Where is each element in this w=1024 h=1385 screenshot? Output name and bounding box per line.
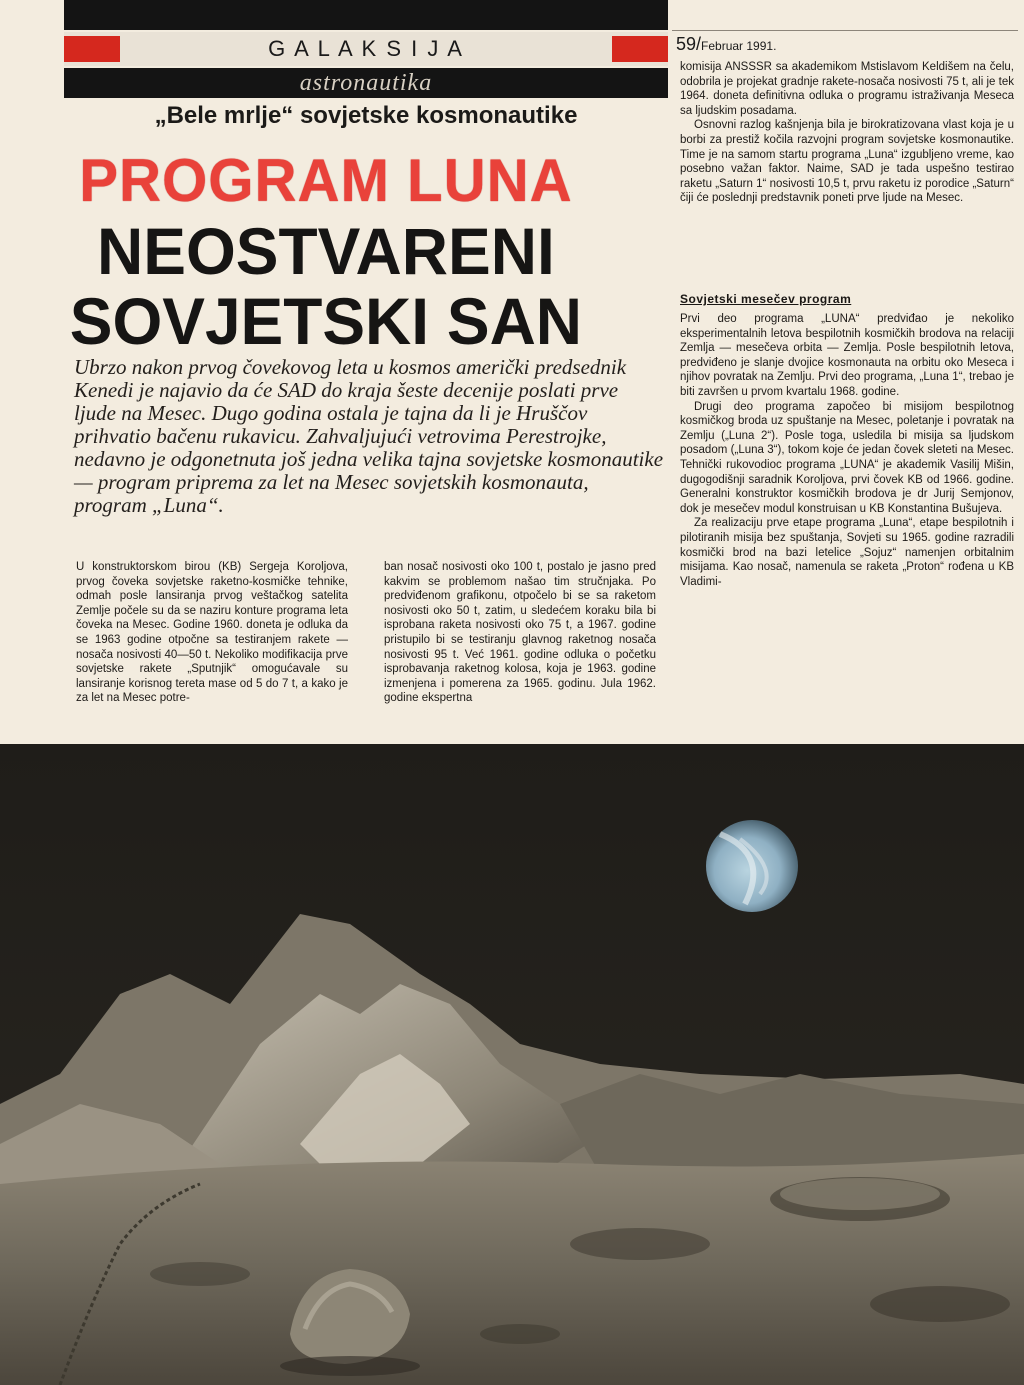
headline-line-3: SOVJETSKI SAN: [69, 284, 583, 358]
magazine-section-bar: [64, 32, 668, 66]
issue-info: [676, 34, 1016, 55]
body-column-2: [384, 560, 656, 706]
divider: [672, 30, 1018, 31]
article-subtitle: „Bele mrlje“ sovjetske kosmonautike: [154, 102, 578, 129]
red-accent-block: [64, 36, 120, 62]
paragraph: Prvi deo programa „LUNA“ predviđao je nekoliko eksperimentalnih letova bespilotnih kosmičkih brodova na relaciji Zemlja — mesečeva orbita — Zemlja. Posle bespilotnih letova, predviđeno je slanje dvojice kosmonauta na orbitu oko Meseca i njihov povratak na Zemlju. Prvi deo programa, „Luna 1“, trebao je biti završen u prvom kvartalu 1968. godine.: [680, 313, 1014, 398]
red-accent-block: [612, 36, 668, 62]
headline-line-2: NEOSTVARENI: [97, 214, 555, 288]
body-column-3: [680, 60, 1014, 206]
rubric-label: astronautika: [64, 68, 668, 98]
section-name: G A L A K S I J A: [268, 36, 464, 61]
paragraph: Drugi deo programa započeo bi misijom bespilotnog kosmičkog broda uz spuštanje na Mesec, poletanje i povratak na Zemlju („Luna 2“). Posle toga, usledila bi misija sa ljudskom posadom („Luna 3“), tokom koje će jedan čovek sleteti na Mesec. Tehnički rukovodioc programa „LUNA“ je akademik Vasilij Mišin, dugogodišnji saradnik Koroljova, prvi čovek KB od 1966. godine. Generalni konstruktor kosmičkih brodova je dr Jurij Semjonov, dok je mesečev modul konstruisan u KB Konstantina Bušujeva.: [680, 400, 1014, 515]
body-column-3-continued: [680, 312, 1014, 589]
article-lede: Ubrzo nakon prvog čovekovog leta u kosmos američki predsednik Kenedi je najavio da će SAD do kraja šeste decenije poslati prve ljude na Mesec. Dugo godina ostala je tajna da li je Hruščov prihvatio bačenu rukavicu. Zahvaljujući vetrovima Perestrojke, nedavno je odgonetnuta još jedna velika tajna sovjetske kosmonautike — program priprema za let na Mesec sovjetskih kosmonauta, program „Luna“.: [74, 355, 664, 517]
issue-date: Februar 1991.: [701, 39, 777, 53]
headline-line-red: PROGRAM LUNA: [79, 147, 573, 214]
masthead-top-bar: [64, 0, 668, 30]
paragraph: Osnovni razlog kašnjenja bila je birokratizovana vlast koja je u borbi za prestiž kočila razvojni program sovjetske kosmonautike. Time je na samom startu programa „Luna“ izgubljeno vreme, kao posebno važan faktor. Naime, SAD je tada uspešno testirao raketu „Saturn 1“ nosivosti 10,5 t, prvu raketu iz porodice „Saturn“ čiji će poslednji predstavnik poneti prve ljude na Mesec.: [680, 119, 1014, 205]
section-heading: Sovjetski mesečev program: [680, 292, 852, 306]
paragraph: U konstruktorskom birou (KB) Sergeja Koroljova, prvog čoveka sovjetske raketno-kosmičke tehnike, odmah posle lansiranja prvog veštačkog satelita Zemlje počele su da se naziru konture programa leta čoveka na Mesec. Godine 1960. doneta je odluka da se 1963 godine otpočne sa testiranjem rakete — nosača nosivosti 40—50 t. Nekoliko modifikacija prve sovjetske rakete „Sputnjik“ omogućavale su lansiranje korisnog tereta mase od 5 do 7 t, a kako je za let na Mesec potre-: [76, 561, 348, 705]
paragraph: komisija ANSSSR sa akademikom Mstislavom Keldišem na čelu, odobrila je projekat gradnje rakete-nosača nosivosti 75 t, ali je tek 1964. doneta definitivna odluka o programu istraživanja Meseca sa ljudskim posadama.: [680, 61, 1014, 117]
earth-icon: [706, 820, 798, 912]
headline: [64, 146, 604, 356]
body-column-1: [76, 560, 348, 706]
paragraph: ban nosač nosivosti oko 100 t, postalo je jasno pred kakvim se problemom našao tim stručnjaka. Po predviđenom grafikonu, otpočelo bi se sa raketom nosivosti oko 50 t, zatim, u sledećem koraku bila bi isprobana raketa nosivosti oko 75 t, a 1967. godine pristupilo bi se testiranju glavnog raketnog nosača nosivosti 95 t. Već 1961. godine odluka o početku isprobavanja raketnog kolosa, koja je 1963. godine izmenjena i pomerena za 1965. godinu. Jula 1962. godine ekspertna: [384, 561, 656, 705]
paragraph: Za realizaciju prve etape programa „Luna“, etape bespilotnih i pilotiranih misija bez spuštanja, Sovjeti su 1965. godine razradili kosmički brod na bazi letelice „Sojuz“ namenjen orbitalnim misijama. Kao nosač, namenula se raketa „Proton“ rođena u KB Vladimi-: [680, 517, 1014, 588]
lunar-landscape-image: [0, 744, 1024, 1385]
issue-number: 59/: [676, 34, 702, 54]
